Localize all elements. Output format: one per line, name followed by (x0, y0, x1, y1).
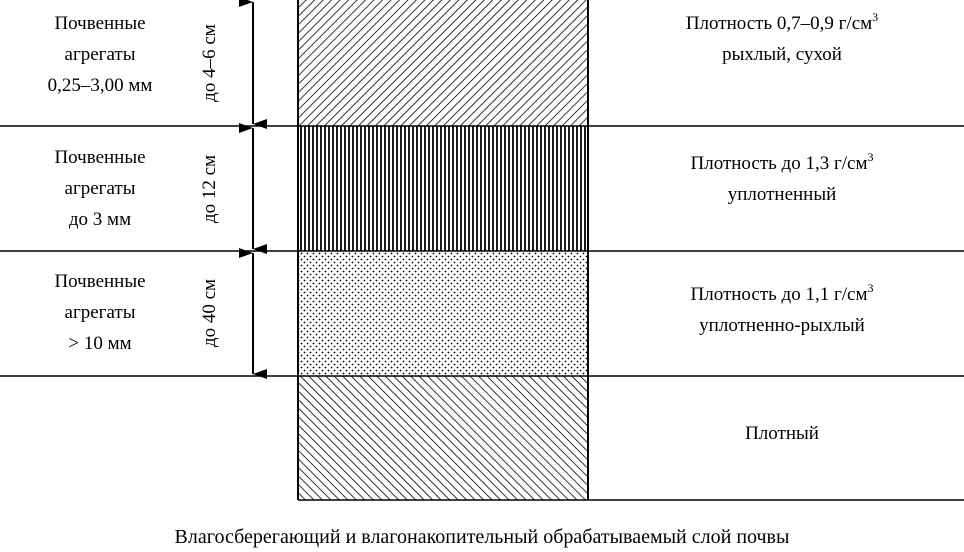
layer-1-density-exponent: 3 (872, 9, 879, 24)
layer-1-aggregates-line-3: 0,25–3,00 мм (47, 75, 153, 96)
layer-1-depth: до 4–6 см (199, 24, 220, 102)
layer-1-aggregates (0, 8, 200, 101)
layer-2-aggregates-line-2: агрегаты (64, 178, 136, 199)
layer-3-fill (298, 251, 588, 376)
layer-2-aggregates-line-3: до 3 мм (68, 209, 132, 230)
layer-1-density (600, 8, 964, 39)
layer-3-aggregates-line-1: Почвенные (54, 271, 146, 292)
layer-2-properties (600, 148, 964, 210)
layer-3-density-text: Плотность до 1,1 г/см (690, 284, 868, 305)
layer-3-density (600, 279, 964, 310)
layer-3-state: уплотненно-рыхлый (699, 315, 865, 336)
layer-3-aggregates-line-2: агрегаты (64, 302, 136, 323)
layer-3-aggregates-line-3: > 10 мм (68, 333, 132, 354)
layer-1-aggregates-line-1: Почвенные (54, 13, 146, 34)
layer-2-fill (298, 126, 588, 251)
layer-2-density-text: Плотность до 1,3 г/см (690, 153, 868, 174)
layer-1-state: рыхлый, сухой (722, 44, 842, 65)
layer-3-density-exponent: 3 (867, 280, 874, 295)
layer-2-density-exponent: 3 (867, 149, 874, 164)
layer-1-aggregates-line-2: агрегаты (64, 44, 136, 65)
layer-4-fill (298, 376, 588, 500)
layer-4-state: Плотный (745, 423, 819, 444)
layer-2-aggregates (0, 142, 200, 235)
layer-2-depth: до 12 см (199, 154, 220, 224)
layer-3-aggregates (0, 266, 200, 359)
layer-3-depth: до 40 см (199, 278, 220, 348)
layer-1-fill (298, 0, 588, 126)
layer-1-density-text: Плотность 0,7–0,9 г/см (685, 13, 873, 34)
layer-3-properties (600, 279, 964, 341)
layer-2-density (600, 148, 964, 179)
diagram-caption: Влагосберегающий и влагонакопительный обрабатываемый слой почвы (174, 526, 790, 548)
layer-1-properties (600, 8, 964, 70)
layer-2-aggregates-line-1: Почвенные (54, 147, 146, 168)
layer-2-state: уплотненный (727, 184, 837, 205)
